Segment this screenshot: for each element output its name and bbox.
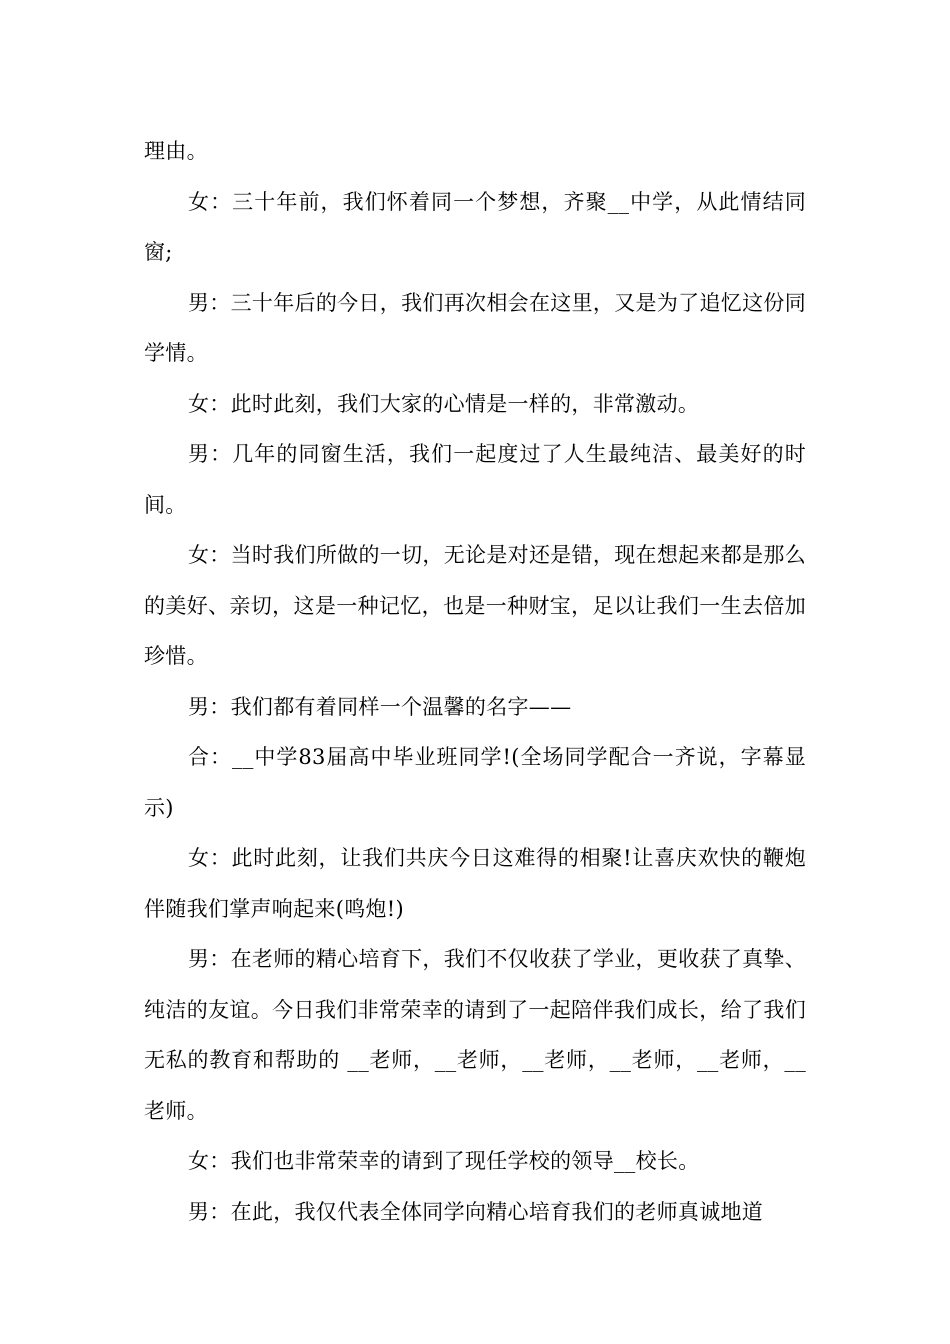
paragraph-male-5: 男：在此，我仅代表全体同学向精心培育我们的老师真诚地道: [188, 1199, 764, 1224]
document-page: [144, 126, 806, 1237]
paragraph-male-1: 男：三十年后的今日，我们再次相会在这里，又是为了追忆这份同学情。: [144, 290, 806, 365]
paragraph-female-5: 女：我们也非常荣幸的请到了现任学校的领导__校长。: [188, 1149, 700, 1173]
paragraph-female-3: 女：当时我们所做的一切，无论是对还是错，现在想起来都是那么的美好、亲切，这是一种记忆，也是一种财宝，足以让我们一生去倍加珍惜。: [144, 543, 806, 668]
paragraph-male-4: 男：在老师的精心培育下，我们不仅收获了学业，更收获了真挚、纯洁的友谊。今日我们非常荣幸的请到了一起陪伴我们成长，给了我们无私的教育和帮助的 __老师，__老师，__老师，__老师，__老师，__老师。: [144, 947, 806, 1123]
paragraph-male-2: 男：几年的同窗生活，我们一起度过了人生最纯洁、最美好的时间。: [144, 442, 806, 517]
paragraph-female-2: 女：此时此刻，我们大家的心情是一样的，非常激动。: [188, 391, 700, 416]
paragraph-female-4: 女：此时此刻，让我们共庆今日这难得的相聚!让喜庆欢快的鞭炮伴随我们掌声响起来(鸣炮!): [144, 846, 806, 921]
paragraph-continuation: 理由。: [144, 139, 208, 163]
paragraph-together: 合：__中学83届高中毕业班同学!(全场同学配合一齐说，字幕显示): [144, 745, 806, 820]
paragraph-female-1: 女：三十年前，我们怀着同一个梦想，齐聚__中学，从此情结同窗;: [144, 189, 806, 264]
paragraph-male-3: 男：我们都有着同样一个温馨的名字——: [188, 694, 572, 719]
